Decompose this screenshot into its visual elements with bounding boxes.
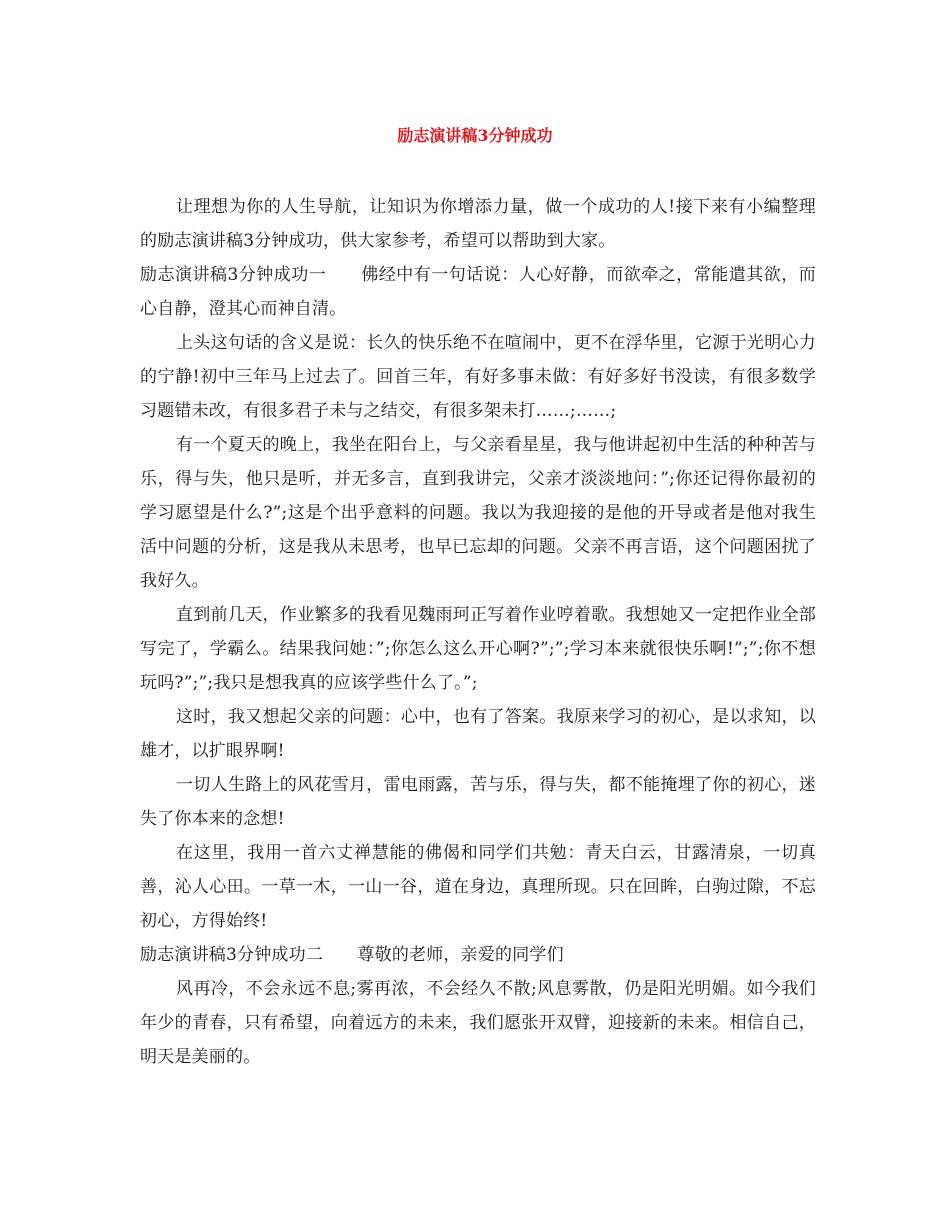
paragraph-section-one: 励志演讲稿3分钟成功一 佛经中有一句话说：人心好静，而欲牵之，常能遣其欲，而心自静，澄其心而神自清。 [140,265,816,319]
paragraph: 直到前几天，作业繁多的我看见魏雨珂正写着作业哼着歌。我想她又一定把作业全部写完了，学霸么。结果我问她：”;你怎么这么开心啊?”;”;学习本来就很快乐啊!”;”;你不想玩吗?”;”;我只是想我真的应该学些什么了。”; [140,605,816,693]
paragraph: 上头这句话的含义是说：长久的快乐绝不在喧闹中，更不在浮华里，它源于光明心力的宁静!初中三年马上过去了。回首三年，有好多事未做：有好多好书没读，有很多数学习题错未改，有很多君子未与之结交，有很多架未打……;……; [140,333,816,421]
paragraph: 一切人生路上的风花雪月，雷电雨露，苦与乐，得与失，都不能掩埋了你的初心，迷失了你本来的念想! [140,775,816,829]
document-title: 励志演讲稿3分钟成功 [397,126,553,145]
paragraph-intro: 让理想为你的人生导航，让知识为你增添力量，做一个成功的人!接下来有小编整理的励志演讲稿3分钟成功，供大家参考，希望可以帮助到大家。 [140,197,816,251]
paragraph-section-two: 励志演讲稿3分钟成功二 尊敬的老师，亲爱的同学们 [140,945,564,965]
document-body [140,190,816,1074]
paragraph: 这时，我又想起父亲的问题：心中，也有了答案。我原来学习的初心，是以求知，以雄才，以扩眼界啊! [140,707,816,761]
paragraph: 风再冷，不会永远不息;雾再浓，不会经久不散;风息雾散，仍是阳光明媚。如今我们年少的青春，只有希望，向着远方的未来，我们愿张开双臂，迎接新的未来。相信自己，明天是美丽的。 [140,979,816,1067]
paragraph: 在这里，我用一首六丈禅慧能的佛偈和同学们共勉：青天白云，甘露清泉，一切真善，沁人心田。一草一木，一山一谷，道在身边，真理所现。只在回眸，白驹过隙，不忘初心，方得始终! [140,843,816,931]
paragraph: 有一个夏天的晚上，我坐在阳台上，与父亲看星星，我与他讲起初中生活的种种苦与乐，得与失，他只是听，并无多言，直到我讲完，父亲才淡淡地问：”;你还记得你最初的学习愿望是什么?”;这是个出乎意料的问题。我以为我迎接的是他的开导或者是他对我生活中问题的分析，这是我从未思考，也早已忘却的问题。父亲不再言语，这个问题困扰了我好久。 [140,435,816,591]
